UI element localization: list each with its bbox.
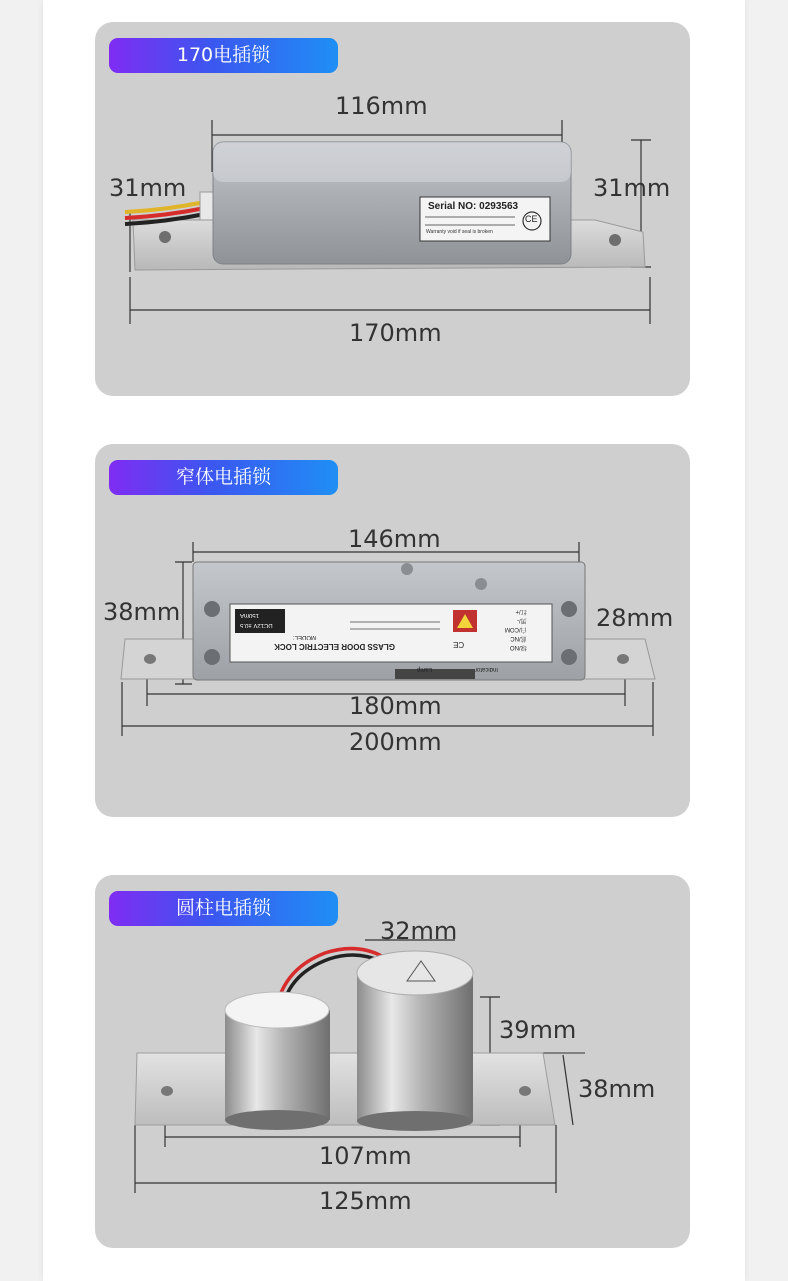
- dim-bottom-width: 170mm: [349, 319, 442, 347]
- terminal-list: [505, 606, 527, 651]
- voltage-label: DC12V ±0.5: [240, 622, 273, 628]
- terminal-item: 黑/-: [517, 617, 527, 623]
- terminal-item: 白/COM: [505, 626, 527, 632]
- ce-mark: CE: [525, 214, 538, 224]
- serial-number: 0293563: [479, 201, 519, 212]
- current-label: 150mA: [240, 612, 260, 618]
- section-tag: 窄体电插锁: [109, 460, 338, 495]
- lamp-label: Lamp: [417, 666, 433, 672]
- dim-right-height: 28mm: [596, 604, 674, 632]
- dim-left-height: 31mm: [109, 174, 187, 202]
- dim-cylinder-height: 39mm: [499, 1016, 577, 1044]
- terminal-item: 绿/NO: [510, 644, 527, 650]
- section-170-lock: [95, 22, 690, 396]
- model-label: MODEL:: [293, 634, 317, 640]
- section-tag: 170电插锁: [109, 38, 338, 73]
- dim-bottom-width: 200mm: [349, 728, 442, 756]
- section-cylinder-lock: [95, 875, 690, 1248]
- dim-inner-width: 180mm: [349, 692, 442, 720]
- serial-label: [428, 201, 518, 212]
- dim-plate-height: 38mm: [578, 1075, 656, 1103]
- dim-right-height: 31mm: [593, 174, 671, 202]
- dim-bottom-width: 125mm: [319, 1187, 412, 1215]
- warranty-text: Warranty void if seal is broken: [426, 229, 493, 235]
- indicator-label: Indicator: [475, 666, 499, 672]
- dim-top-diameter: 32mm: [380, 917, 458, 945]
- ce-mark: CE: [453, 640, 465, 649]
- dim-left-height: 38mm: [103, 598, 181, 626]
- dim-inner-width: 107mm: [319, 1142, 412, 1170]
- product-label: GLASS DOOR ELECTRIC LOCK: [274, 642, 395, 651]
- terminal-item: 红/+: [515, 608, 527, 614]
- dim-top-width: 116mm: [335, 92, 428, 120]
- section-tag: 圆柱电插锁: [109, 891, 338, 926]
- dim-top-width: 146mm: [348, 525, 441, 553]
- section-narrow-lock: [95, 444, 690, 817]
- terminal-item: 蓝/NC: [510, 635, 527, 641]
- serial-prefix: Serial NO:: [428, 201, 477, 212]
